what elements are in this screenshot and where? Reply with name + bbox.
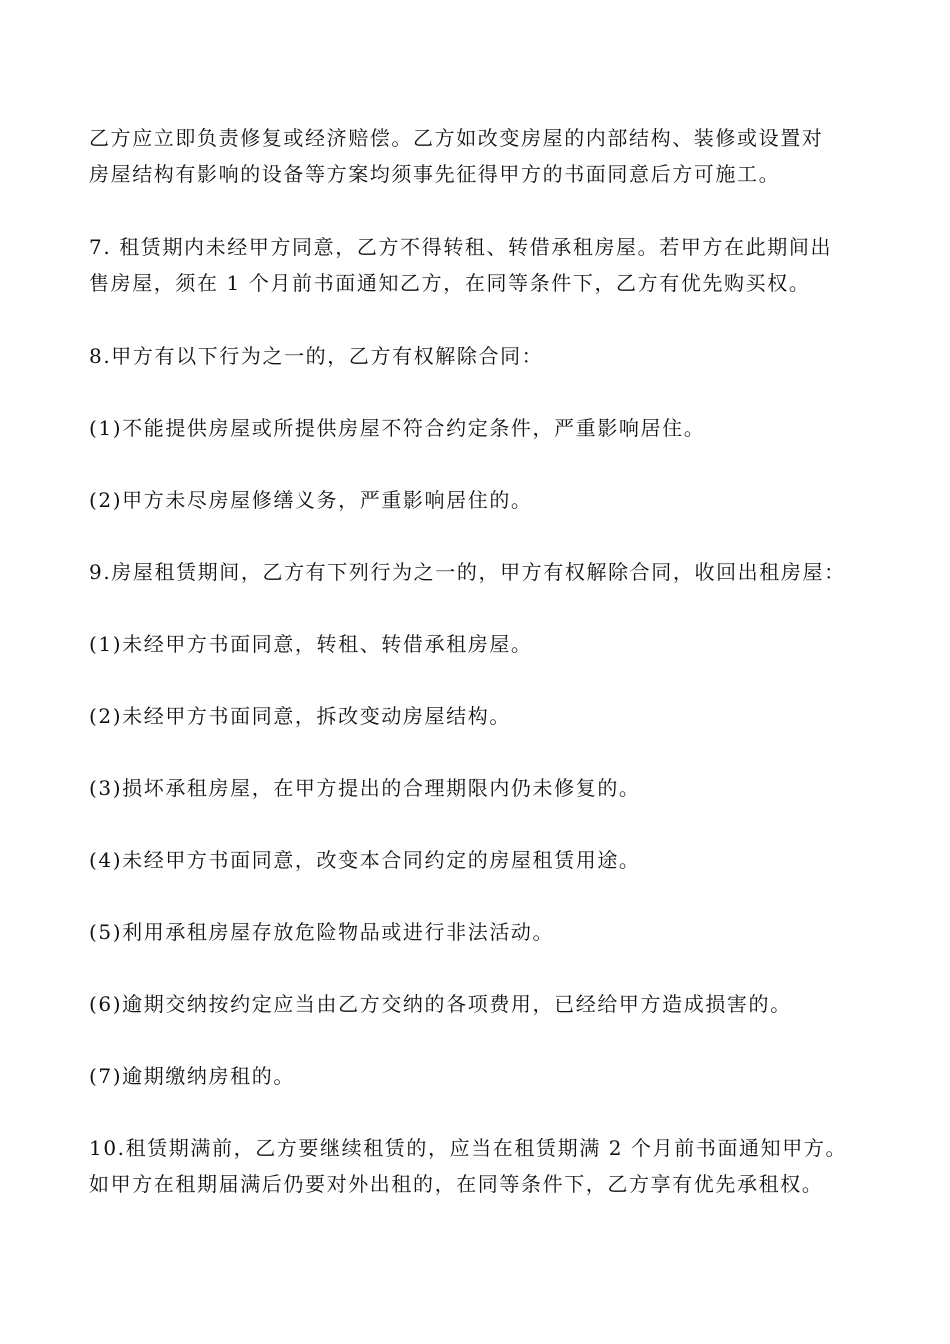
text-line: (2)未经甲方书面同意，拆改变动房屋结构。 [89, 704, 511, 728]
text-line: 售房屋，须在 1 个月前书面通知乙方，在同等条件下，乙方有优先购买权。 [89, 271, 811, 295]
paragraph-clause-9-item-6 [89, 986, 864, 1022]
paragraph-clause-9 [89, 554, 864, 590]
paragraph-clause-9-item-4 [89, 842, 864, 878]
paragraph-clause-9-item-2 [89, 698, 864, 734]
paragraph-clause-8-item-2 [89, 482, 864, 518]
text-line: (1)不能提供房屋或所提供房屋不符合约定条件，严重影响居住。 [89, 416, 706, 440]
paragraph-clause-10 [89, 1130, 864, 1202]
text-line: (4)未经甲方书面同意，改变本合同约定的房屋租赁用途。 [89, 848, 641, 872]
text-line: (7)逾期缴纳房租的。 [89, 1064, 295, 1088]
paragraph-clause-7 [89, 229, 864, 301]
text-line: (6)逾期交纳按约定应当由乙方交纳的各项费用，已经给甲方造成损害的。 [89, 992, 792, 1016]
text-line: (3)损坏承租房屋，在甲方提出的合理期限内仍未修复的。 [89, 776, 641, 800]
text-line: 如甲方在租期届满后仍要对外出租的，在同等条件下，乙方享有优先承租权。 [89, 1172, 824, 1196]
paragraph-clause-9-item-1 [89, 626, 864, 662]
text-line: 房屋结构有影响的设备等方案均须事先征得甲方的书面同意后方可施工。 [89, 162, 781, 186]
paragraph-clause-8-item-1 [89, 410, 864, 446]
text-line: 8.甲方有以下行为之一的，乙方有权解除合同： [89, 344, 544, 368]
text-line: 7. 租赁期内未经甲方同意，乙方不得转租、转借承租房屋。若甲方在此期间出 [89, 235, 833, 259]
text-line: (5)利用承租房屋存放危险物品或进行非法活动。 [89, 920, 555, 944]
text-line: 10.租赁期满前，乙方要继续租赁的，应当在租赁期满 2 个月前书面通知甲方。 [89, 1136, 848, 1160]
paragraph-clause-9-item-3 [89, 770, 864, 806]
text-line: (2)甲方未尽房屋修缮义务，严重影响居住的。 [89, 488, 533, 512]
paragraph-clause-9-item-7 [89, 1058, 864, 1094]
paragraph-clause-6-continued [89, 120, 864, 192]
text-line: 9.房屋租赁期间，乙方有下列行为之一的，甲方有权解除合同，收回出租房屋： [89, 560, 846, 584]
paragraph-clause-8 [89, 338, 864, 374]
text-line: 乙方应立即负责修复或经济赔偿。乙方如改变房屋的内部结构、装修或设置对 [89, 126, 824, 150]
paragraph-clause-9-item-5 [89, 914, 864, 950]
text-line: (1)未经甲方书面同意，转租、转借承租房屋。 [89, 632, 533, 656]
